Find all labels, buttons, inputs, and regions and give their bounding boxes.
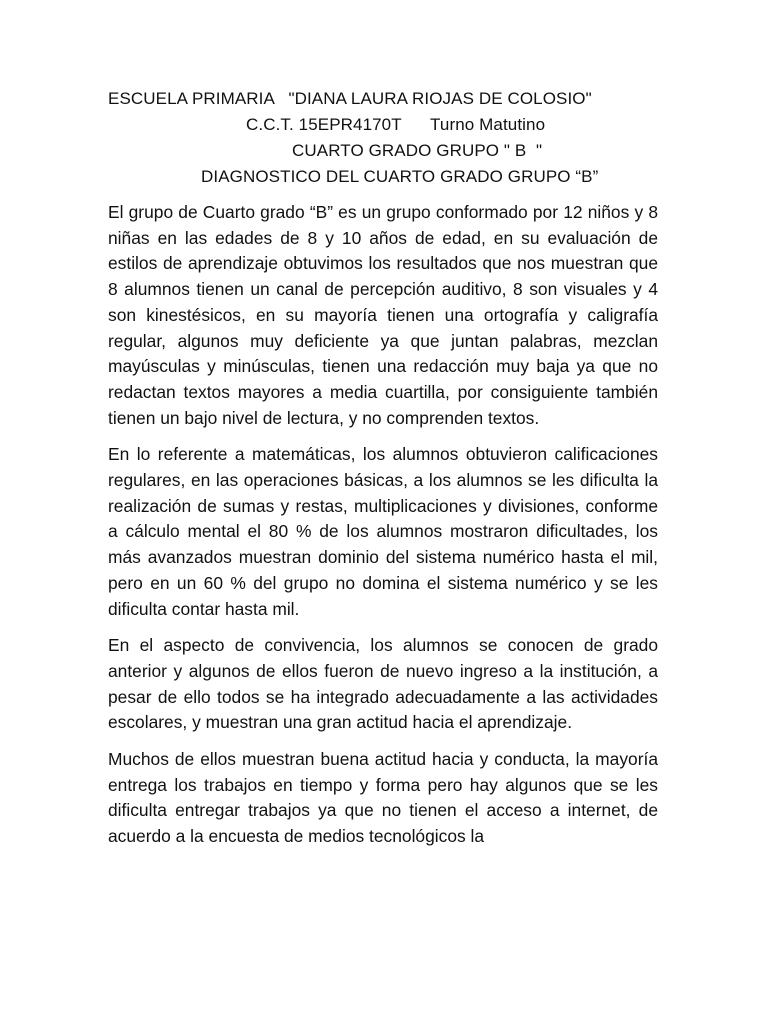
paragraph-group-description: El grupo de Cuarto grado “B” es un grupo conformado por 12 niños y 8 niñas en las edades de 8 y 10 años de edad, en su evaluación de estilos de aprendizaje obtuvimos los resultados que nos muestran que 8 alumnos tienen un canal de percepción auditivo, 8 son visuales y 4 son kinestésicos, en su mayoría tienen una ortografía y caligrafía regular, algunos muy deficiente ya que juntan palabras, mezclan mayúsculas y minúsculas, tienen una redacción muy baja ya que no redactan textos mayores a media cuartilla, por consiguiente también tienen un bajo nivel de lectura, y no comprenden textos. [108,202,658,428]
paragraph-coexistence: En el aspecto de convivencia, los alumnos se conocen de grado anterior y algunos de ellos fueron de nuevo ingreso a la institución, a pesar de ello todos se ha integrado adecuadamente a las actividades escolares, y muestran una gran actitud hacia el aprendizaje. [108,635,658,733]
paragraph-attitude-conduct: Muchos de ellos muestran buena actitud hacia y conducta, la mayoría entrega los trabajos en tiempo y forma pero hay algunos que se les dificulta entregar trabajos ya que no tienen el acceso a internet, de acuerdo a la encuesta de medios tecnológicos la [108,749,658,847]
school-name-heading: ESCUELA PRIMARIA "DIANA LAURA RIOJAS DE COLOSIO" [108,89,592,108]
document-title: DIAGNOSTICO DEL CUARTO GRADO GRUPO “B” [201,167,599,186]
cct-shift-line: C.C.T. 15EPR4170T Turno Matutino [246,115,546,134]
grade-group-line: CUARTO GRADO GRUPO " B " [292,141,543,160]
document-page [108,86,658,850]
paragraph-mathematics: En lo referente a matemáticas, los alumnos obtuvieron calificaciones regulares, en las operaciones básicas, a los alumnos se les dificulta la realización de sumas y restas, multiplicaciones y divisiones, conforme a cálculo mental el 80 % de los alumnos mostraron dificultades, los más avanzados muestran dominio del sistema numérico hasta el mil, pero en un 60 % del grupo no domina el sistema numérico y se les dificulta contar hasta mil. [108,444,658,619]
